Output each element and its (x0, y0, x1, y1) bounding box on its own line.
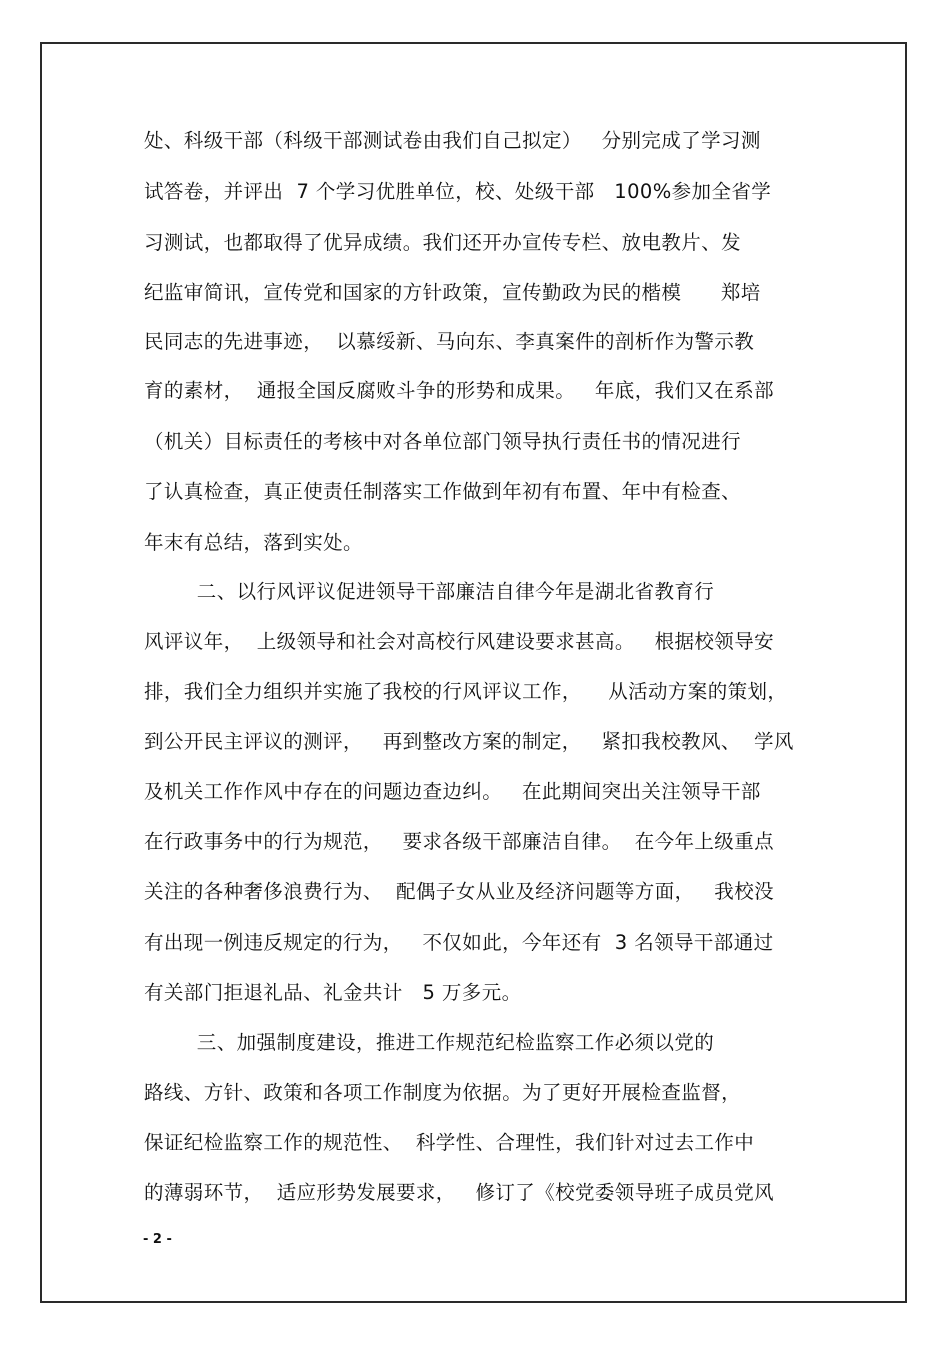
text-line: 路线、方针、政策和各项工作制度为依据。为了更好开展检查监督， (144, 1081, 742, 1104)
text-line: 及机关工作作风中存在的问题边查边纠。 在此期间突出关注领导干部 (144, 780, 761, 803)
text-line: 有关部门拒退礼品、礼金共计 5 万多元。 (144, 981, 522, 1004)
section-heading-line: 三、加强制度建设，推进工作规范纪检监察工作必须以党的 (144, 1031, 715, 1054)
text-line: 了认真检查，真正使责任制落实工作做到年初有布置、年中有检查、 (144, 480, 742, 503)
text-line: 民同志的先进事迹， 以慕绥新、马向东、李真案件的剖析作为警示教 (144, 330, 755, 353)
text-line: 年末有总结，落到实处。 (144, 531, 363, 554)
text-line: 习测试，也都取得了优异成绩。我们还开办宣传专栏、放电教片、发 (144, 231, 742, 254)
text-line: 关注的各种奢侈浪费行为、 配偶子女从业及经济问题等方面， 我校没 (144, 880, 774, 903)
text-line: 排，我们全力组织并实施了我校的行风评议工作， 从活动方案的策划， (144, 680, 788, 703)
text-line: 在行政事务中的行为规范， 要求各级干部廉洁自律。 在今年上级重点 (144, 830, 774, 853)
text-line: 到公开民主评议的测评， 再到整改方案的制定， 紧扣我校教风、 学风 (144, 730, 794, 753)
page-number: - 2 - (143, 1232, 172, 1247)
section-heading-line: 二、以行风评议促进领导干部廉洁自律今年是湖北省教育行 (144, 580, 715, 603)
text-line: 处、科级干部（科级干部测试卷由我们自己拟定） 分别完成了学习测 (144, 129, 761, 152)
text-line: 的薄弱环节， 适应形势发展要求， 修订了《校党委领导班子成员党风 (144, 1181, 774, 1204)
text-line: 有出现一例违反规定的行为， 不仅如此，今年还有 3 名领导干部通过 (144, 931, 774, 954)
text-line: 保证纪检监察工作的规范性、 科学性、合理性，我们针对过去工作中 (144, 1131, 755, 1154)
text-line: 风评议年， 上级领导和社会对高校行风建设要求甚高。 根据校领导安 (144, 630, 774, 653)
text-line: 育的素材， 通报全国反腐败斗争的形势和成果。 年底，我们又在系部 (144, 379, 774, 402)
text-line: 纪监审简讯，宣传党和国家的方针政策，宣传勤政为民的楷模 郑培 (144, 281, 761, 304)
text-line: 试答卷，并评出 7 个学习优胜单位，校、处级干部 100%参加全省学 (144, 180, 772, 203)
text-line: （机关）目标责任的考核中对各单位部门领导执行责任书的情况进行 (144, 430, 742, 453)
